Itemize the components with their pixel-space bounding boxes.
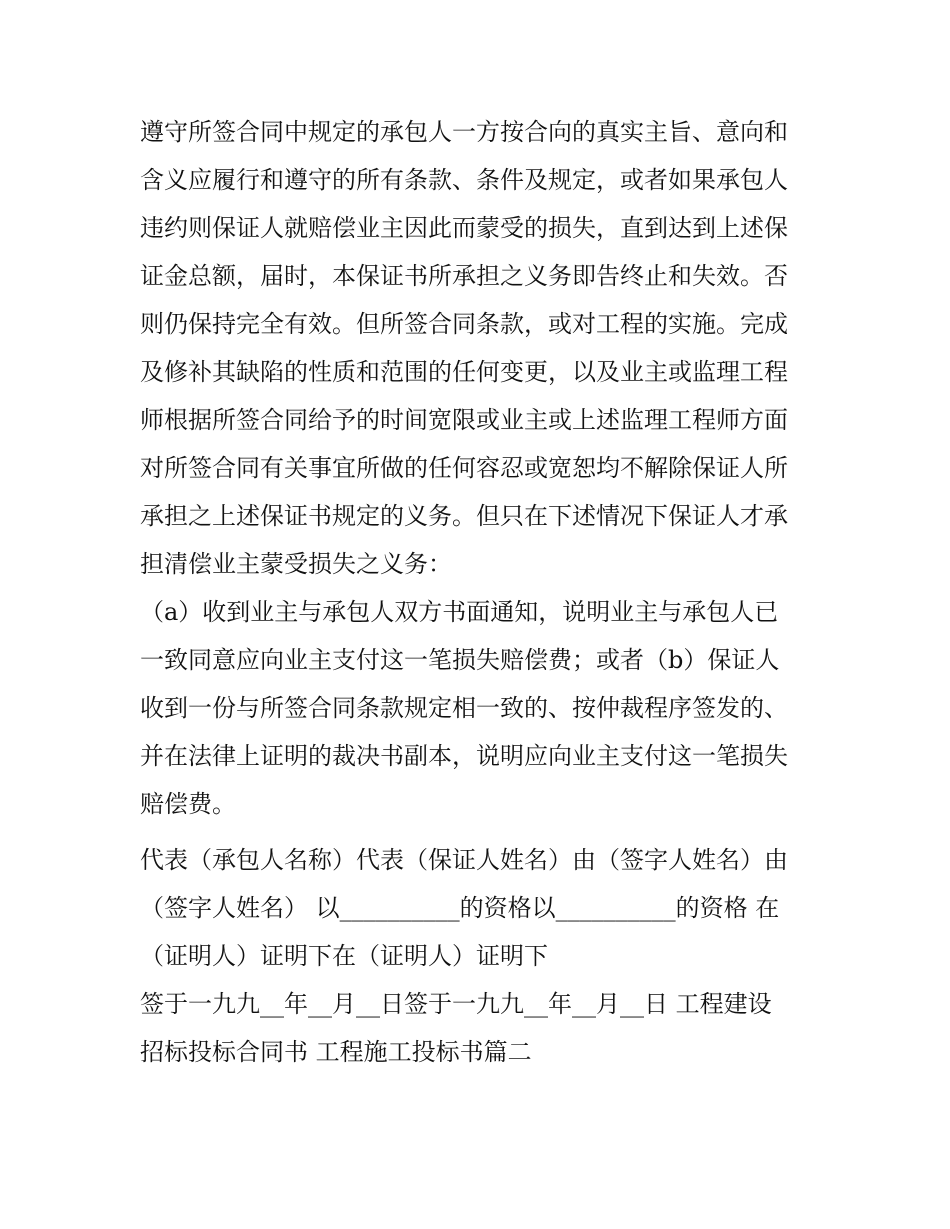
document-body <box>140 108 820 1076</box>
text-line: 含义应履行和遵守的所有条款、条件及规定，或者如果承包人 <box>140 166 788 194</box>
text-line: 违约则保证人就赔偿业主因此而蒙受的损失，直到达到上述保 <box>140 214 788 242</box>
text-line: （a）收到业主与承包人双方书面通知，说明业主与承包人已 <box>140 598 779 626</box>
text-line: 招标投标合同书 工程施工投标书篇二 <box>140 1038 532 1066</box>
text-line: 承担之上述保证书规定的义务。但只在下述情况下保证人才承 <box>140 502 788 530</box>
text-line: （签字人姓名） 以__________的资格以__________的资格 在 <box>140 894 780 922</box>
text-line: （证明人）证明下在（证明人）证明下 <box>140 942 548 970</box>
text-line: 担清偿业主蒙受损失之义务： <box>140 550 452 578</box>
text-line: 签于一九九__年__月__日签于一九九__年__月__日 工程建设 <box>140 990 772 1018</box>
text-line: 赔偿费。 <box>140 790 236 818</box>
text-line: 一致同意应向业主支付这一笔损失赔偿费；或者（b）保证人 <box>140 646 780 674</box>
text-line: 证金总额，届时，本保证书所承担之义务即告终止和失效。否 <box>140 262 788 290</box>
text-line: 及修补其缺陷的性质和范围的任何变更，以及业主或监理工程 <box>140 358 788 386</box>
paragraph-gap <box>140 828 820 836</box>
text-line: 师根据所签合同给予的时间宽限或业主或上述监理工程师方面 <box>140 406 788 434</box>
text-line: 并在法律上证明的裁决书副本，说明应向业主支付这一笔损失 <box>140 742 788 770</box>
text-line: 收到一份与所签合同条款规定相一致的、按仲裁程序签发的、 <box>140 694 788 722</box>
text-line: 对所签合同有关事宜所做的任何容忍或宽恕均不解除保证人所 <box>140 454 788 482</box>
text-line: 代表（承包人名称）代表（保证人姓名）由（签字人姓名）由 <box>140 846 788 874</box>
text-line: 遵守所签合同中规定的承包人一方按合向的真实主旨、意向和 <box>140 118 788 146</box>
text-line: 则仍保持完全有效。但所签合同条款，或对工程的实施。完成 <box>140 310 788 338</box>
